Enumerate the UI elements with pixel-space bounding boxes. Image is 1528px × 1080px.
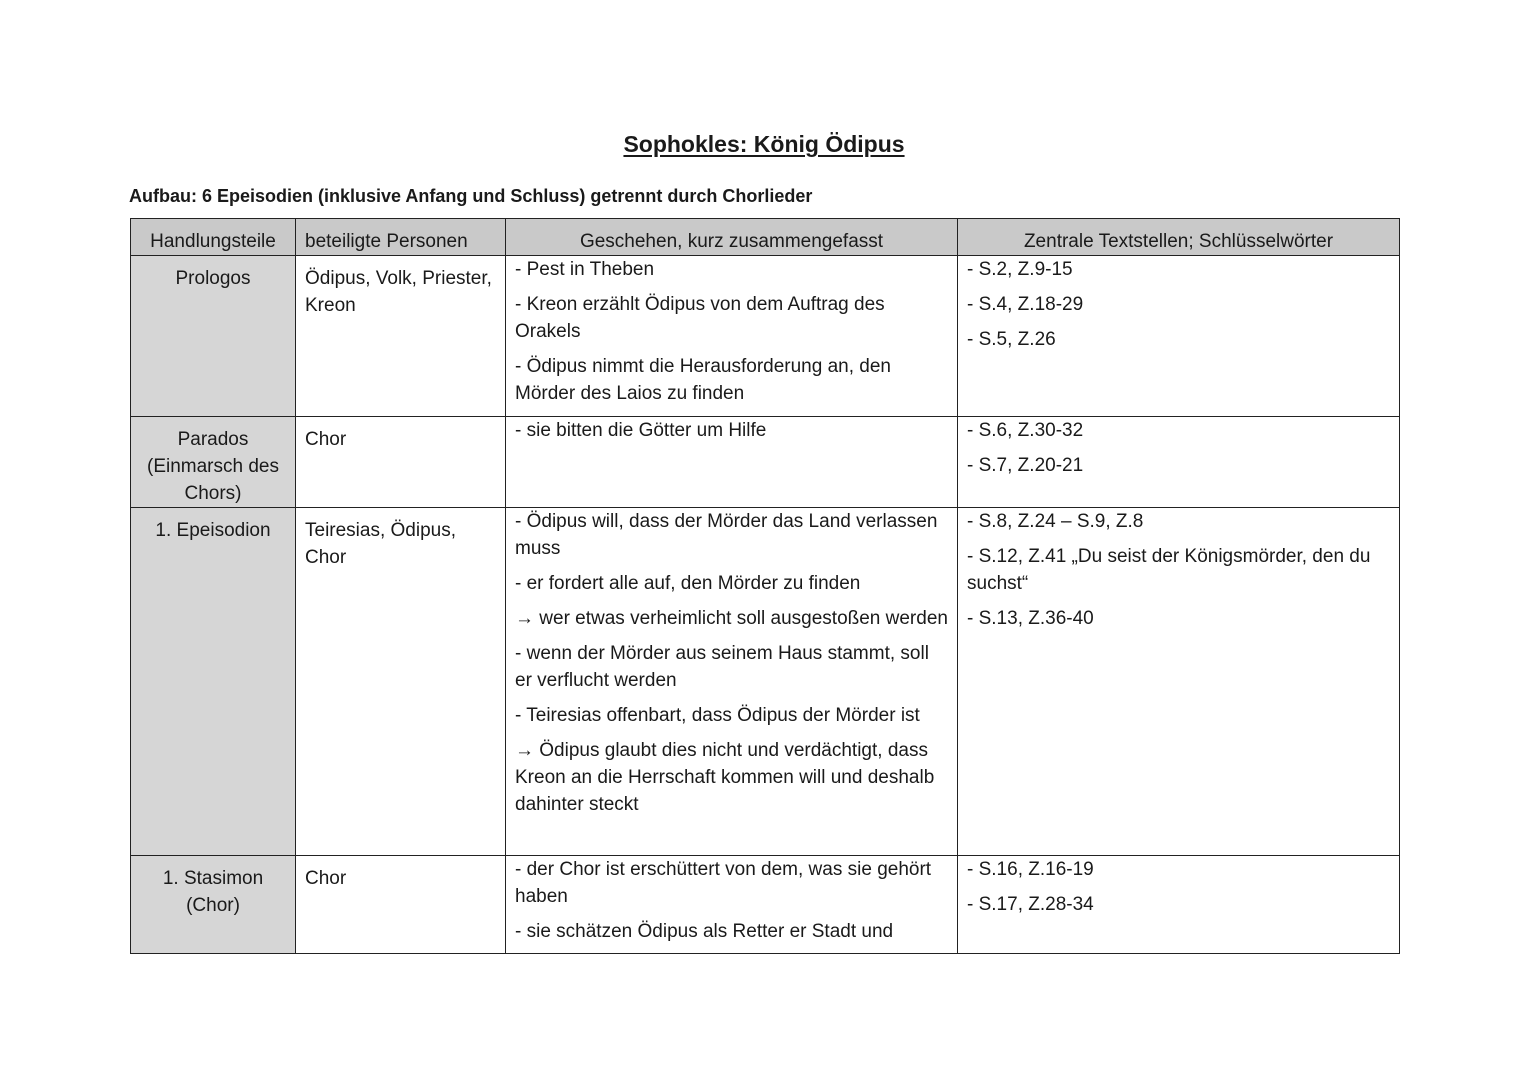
persons-cell: Chor [296,856,506,954]
persons-cell: Ödipus, Volk, Priester, Kreon [296,256,506,417]
refs-cell [958,508,1400,856]
persons-cell: Teiresias, Ödipus, Chor [296,508,506,856]
ref-item: - S.13, Z.36-40 [967,608,1094,629]
event-item: - der Chor ist erschüttert von dem, was sie gehört haben [515,859,932,907]
event-item: - sie bitten die Götter um Hilfe [515,420,767,441]
event-item: → wer etwas verheimlicht soll ausgestoßen werden [515,608,948,629]
events-cell [506,856,958,954]
event-item: - Ödipus will, dass der Mörder das Land verlassen muss [515,511,938,559]
part-cell: Prologos [131,256,296,417]
event-item: - er fordert alle auf, den Mörder zu finden [515,573,861,594]
ref-item: - S.2, Z.9-15 [967,259,1073,280]
structure-table [130,218,1400,954]
ref-item: - S.4, Z.18-29 [967,294,1084,315]
events-cell [506,256,958,417]
header-geschehen: Geschehen, kurz zusammengefasst [506,219,958,256]
events-cell [506,508,958,856]
part-cell: 1. Stasimon (Chor) [131,856,296,954]
event-item: - sie schätzen Ödipus als Retter er Stadt und [515,921,894,942]
event-item: - Teiresias offenbart, dass Ödipus der Mörder ist [515,705,920,726]
ref-item: - S.7, Z.20-21 [967,455,1084,476]
table-header-row [131,219,1400,256]
header-textstellen: Zentrale Textstellen; Schlüsselwörter [958,219,1400,256]
event-item: - Kreon erzählt Ödipus von dem Auftrag des Orakels [515,294,885,342]
table-row [131,856,1400,954]
part-cell: Parados (Einmarsch des Chors) [131,417,296,508]
event-item: - Ödipus nimmt die Herausforderung an, den Mörder des Laios zu finden [515,356,891,404]
events-cell [506,417,958,508]
ref-item: - S.5, Z.26 [967,329,1056,350]
ref-item: - S.16, Z.16-19 [967,859,1094,880]
header-handlungsteile: Handlungsteile [131,219,296,256]
table-row [131,256,1400,417]
table-row [131,508,1400,856]
part-cell: 1. Epeisodion [131,508,296,856]
event-item: - wenn der Mörder aus seinem Haus stammt, soll er verflucht werden [515,643,929,691]
document-subtitle: Aufbau: 6 Epeisodien (inklusive Anfang und Schluss) getrennt durch Chorlieder [129,186,813,206]
ref-item: - S.8, Z.24 – S.9, Z.8 [967,511,1144,532]
header-personen: beteiligte Personen [296,219,506,256]
ref-item: - S.17, Z.28-34 [967,894,1094,915]
persons-cell: Chor [296,417,506,508]
event-item: → Ödipus glaubt dies nicht und verdächtigt, dass Kreon an die Herrschaft kommen will und deshalb dahinter steckt [515,740,935,815]
table-row [131,417,1400,508]
refs-cell [958,856,1400,954]
page-title: Sophokles: König Ödipus [623,131,905,157]
refs-cell [958,256,1400,417]
ref-item: - S.12, Z.41 „Du seist der Königsmörder, den du suchst“ [967,546,1371,594]
refs-cell [958,417,1400,508]
ref-item: - S.6, Z.30-32 [967,420,1084,441]
event-item: - Pest in Theben [515,259,655,280]
